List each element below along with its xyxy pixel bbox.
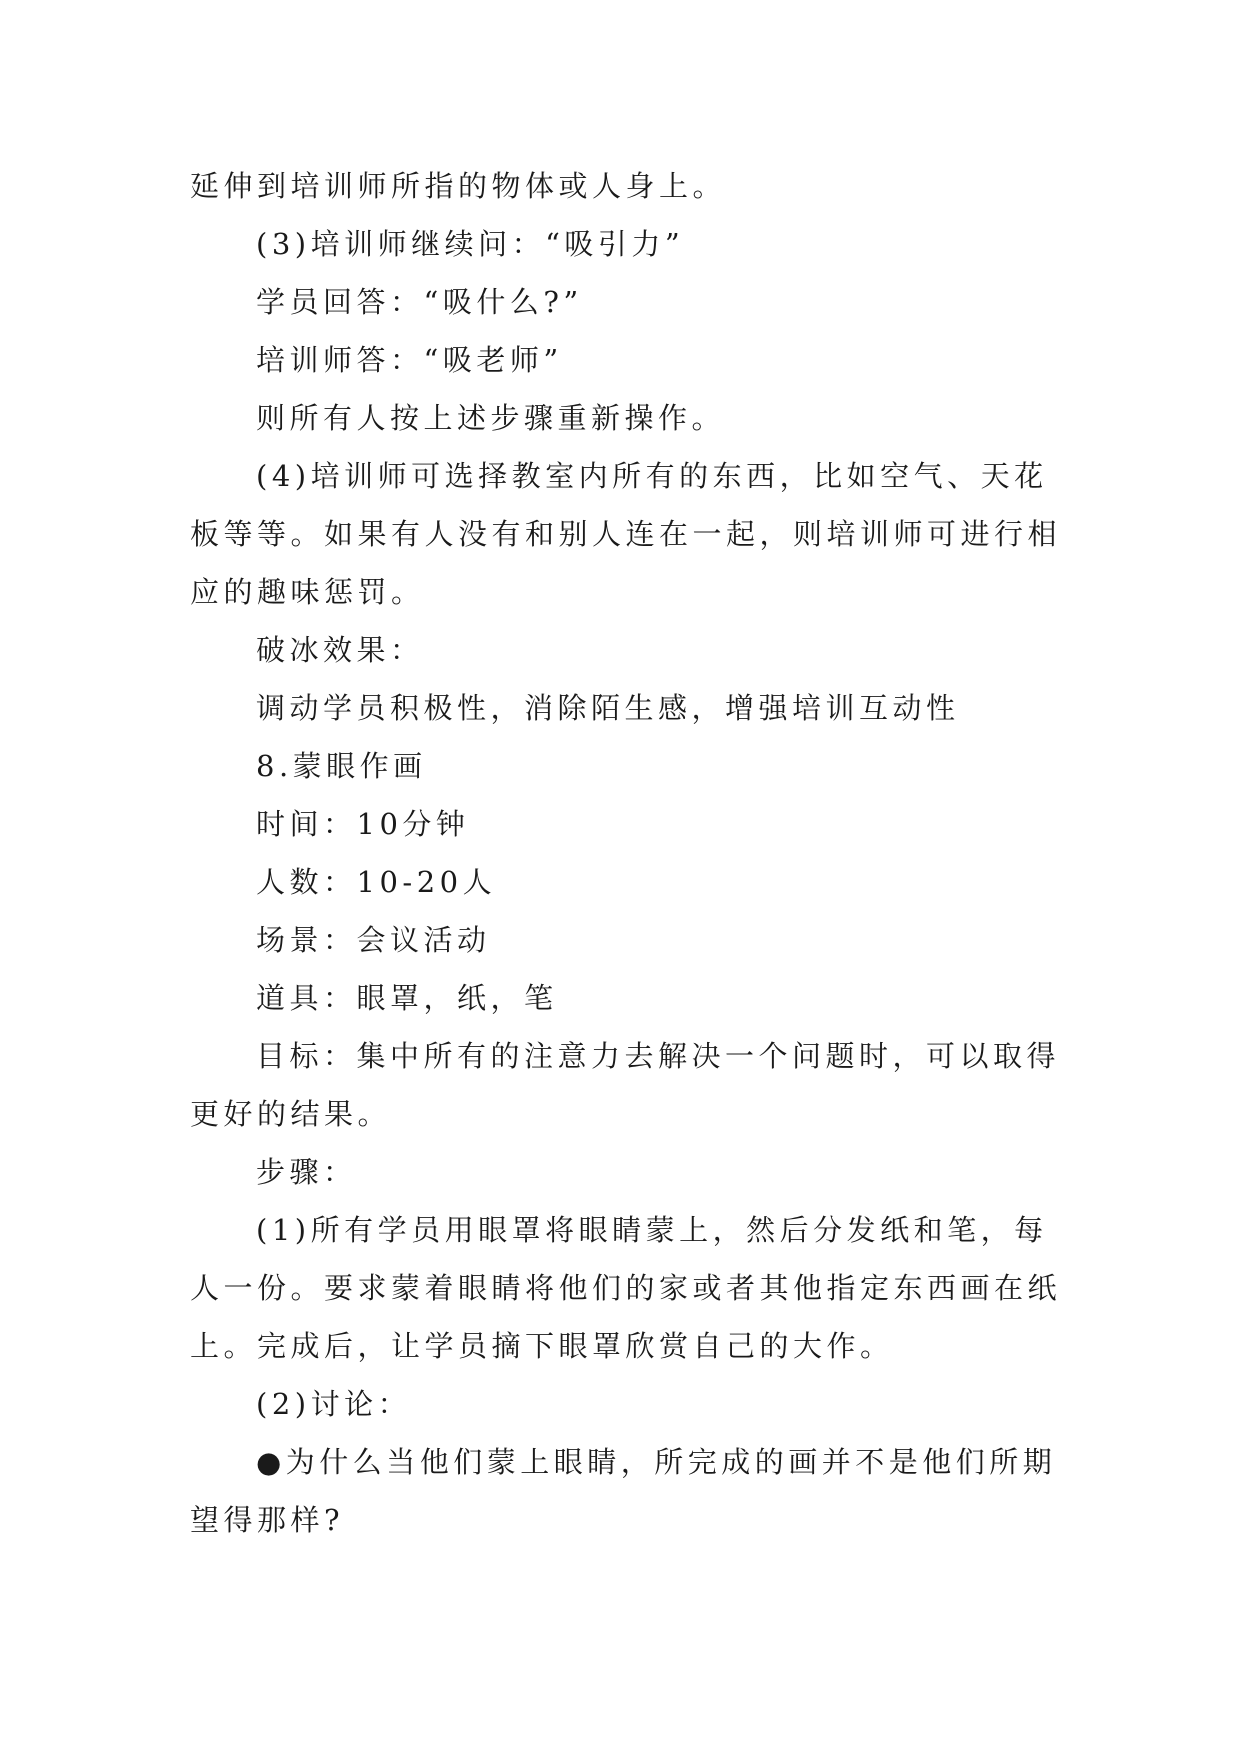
bullet-line: ●为什么当他们蒙上眼睛，所完成的画并不是他们所期	[256, 1445, 1057, 1479]
paragraph-line: 目标：集中所有的注意力去解决一个问题时，可以取得	[256, 1039, 1061, 1073]
paragraph-line: 应的趣味惩罚。	[190, 575, 425, 609]
document-body	[190, 157, 1062, 1549]
paragraph-line: (4)培训师可选择教室内所有的东西，比如空气、天花	[256, 459, 1048, 493]
paragraph-line: (2)讨论：	[256, 1387, 412, 1421]
paragraph-line: 望得那样?	[190, 1503, 345, 1537]
paragraph-line: 延伸到培训师所指的物体或人身上。	[190, 169, 727, 203]
paragraph-line: (3)培训师继续问：“吸引力”	[256, 227, 685, 261]
paragraph-line: 更好的结果。	[190, 1097, 392, 1131]
section-heading: 步骤：	[256, 1155, 357, 1189]
paragraph-line: 则所有人按上述步骤重新操作。	[256, 401, 726, 435]
paragraph-line: 上。完成后，让学员摘下眼罩欣赏自己的大作。	[190, 1329, 894, 1363]
paragraph-line: 人一份。要求蒙着眼睛将他们的家或者其他指定东西画在纸	[190, 1271, 1062, 1305]
info-line-scene: 场景：会议活动	[256, 923, 491, 957]
info-line-people: 人数：10-20人	[256, 865, 497, 899]
paragraph-line: 板等等。如果有人没有和别人连在一起，则培训师可进行相	[190, 517, 1062, 551]
info-line-props: 道具：眼罩，纸，笔	[256, 981, 558, 1015]
paragraph-line: 调动学员积极性，消除陌生感，增强培训互动性	[256, 691, 960, 725]
paragraph-line: 培训师答：“吸老师”	[256, 343, 563, 377]
paragraph-line: (1)所有学员用眼罩将眼睛蒙上，然后分发纸和笔，每	[256, 1213, 1048, 1247]
section-heading: 8.蒙眼作画	[256, 749, 427, 783]
info-line-time: 时间：10分钟	[256, 807, 470, 841]
paragraph-line: 学员回答：“吸什么?”	[256, 285, 583, 319]
section-heading: 破冰效果：	[256, 633, 424, 667]
